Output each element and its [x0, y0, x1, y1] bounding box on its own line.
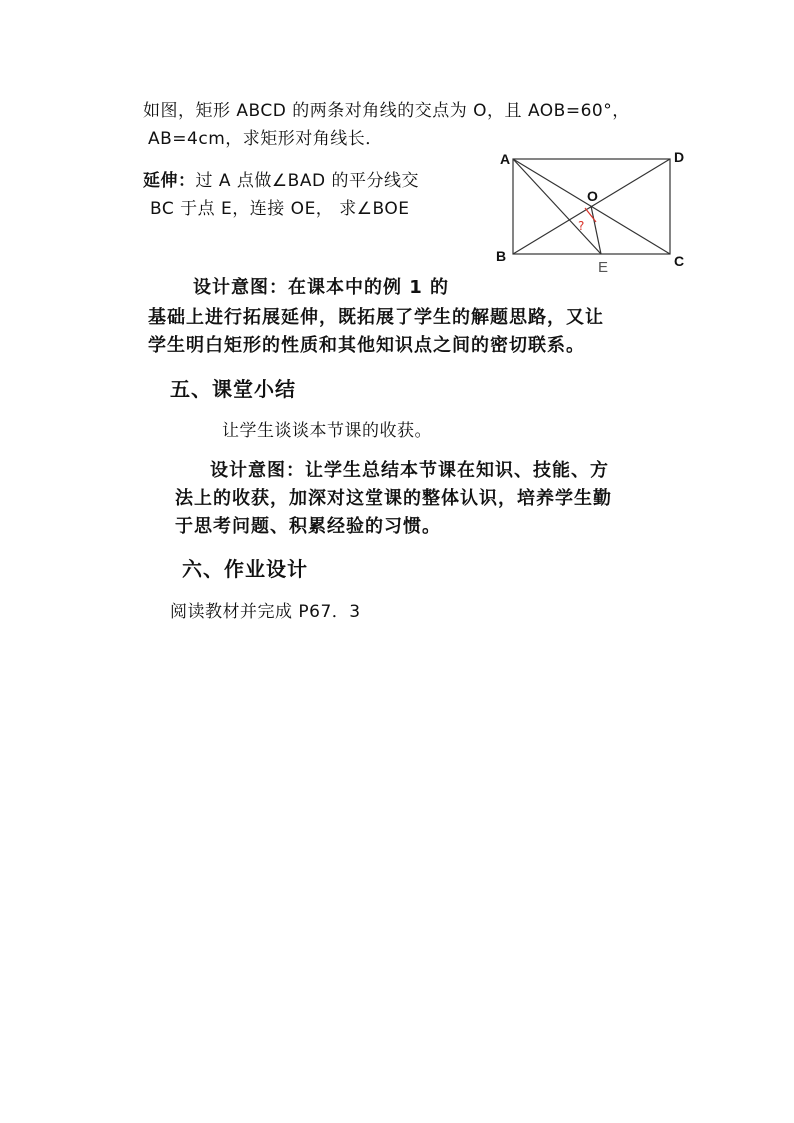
design-intent-2-line-1: 设计意图：让学生总结本节课在知识、技能、方: [210, 460, 609, 481]
label-o: O: [587, 188, 598, 204]
design-intent-1-line-2: 基础上进行拓展延伸，既拓展了学生的解题思路，又让: [148, 307, 604, 328]
section-6-heading: 六、作业设计: [182, 557, 308, 581]
problem-line-1: 如图，矩形 ABCD 的两条对角线的交点为 O，且 AOB=60°，: [143, 101, 630, 121]
bisector-ae: [513, 159, 601, 254]
label-e: E: [598, 259, 609, 276]
segment-oe: [591, 206, 601, 254]
section-5-heading: 五、课堂小结: [170, 377, 296, 401]
label-a: A: [500, 151, 511, 167]
rectangle-figure: [492, 148, 692, 278]
section-5-body: 让学生谈谈本节课的收获。: [222, 421, 432, 441]
angle-arc: [585, 208, 596, 222]
design-intent-1-line-3: 学生明白矩形的性质和其他知识点之间的密切联系。: [148, 335, 585, 356]
extension-line-2: BC 于点 E，连接 OE， 求∠BOE: [150, 199, 410, 219]
design-intent-2-line-3: 于思考问题、积累经验的习惯。: [175, 516, 441, 537]
label-b: B: [496, 248, 507, 264]
section-6-body: 阅读教材并完成 P67．3: [170, 602, 361, 622]
extension-label: 延伸：: [143, 171, 196, 191]
extension-line-1: [143, 170, 419, 192]
design-intent-1-line-1: 设计意图：在课本中的例 1 的: [193, 277, 450, 298]
design-intent-2-line-2: 法上的收获，加深对这堂课的整体认识，培养学生勤: [175, 488, 612, 509]
label-c: C: [674, 253, 685, 269]
angle-question-mark: ?: [578, 219, 585, 233]
extension-text-1: 过 A 点做∠BAD 的平分线交: [195, 171, 419, 191]
label-d: D: [674, 149, 685, 165]
problem-line-2: AB=4cm，求矩形对角线长．: [148, 129, 383, 149]
